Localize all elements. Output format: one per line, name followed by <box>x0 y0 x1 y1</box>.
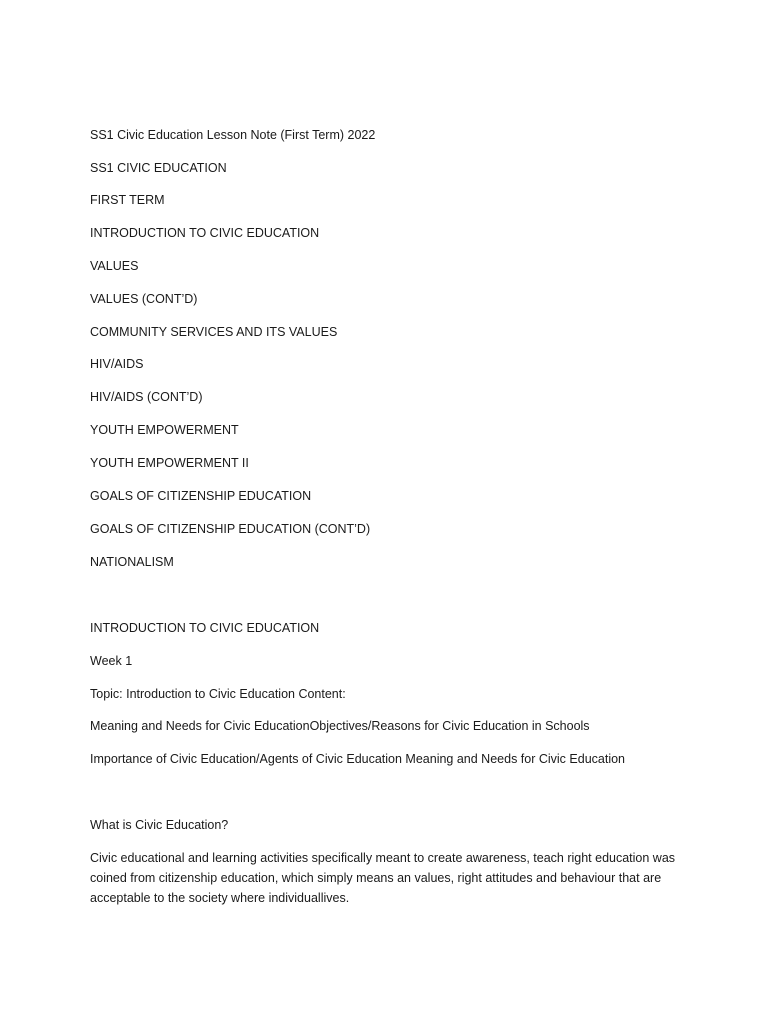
topic-line: Topic: Introduction to Civic Education Content: <box>90 687 346 701</box>
content-line: Importance of Civic Education/Agents of Civic Education Meaning and Needs for Civic Education <box>90 752 626 766</box>
toc-item: COMMUNITY SERVICES AND ITS VALUES <box>90 325 338 339</box>
week-label: Week 1 <box>90 654 133 668</box>
question-heading: What is Civic Education? <box>90 818 229 832</box>
toc-item: GOALS OF CITIZENSHIP EDUCATION <box>90 489 312 503</box>
toc-item: NATIONALISM <box>90 555 174 569</box>
toc-item: GOALS OF CITIZENSHIP EDUCATION (CONT’D) <box>90 522 371 536</box>
document-title: SS1 Civic Education Lesson Note (First Term) 2022 <box>90 128 376 142</box>
toc-item: FIRST TERM <box>90 193 165 207</box>
toc-item: YOUTH EMPOWERMENT <box>90 423 239 437</box>
toc-item: SS1 CIVIC EDUCATION <box>90 161 227 175</box>
section-heading: INTRODUCTION TO CIVIC EDUCATION <box>90 621 320 635</box>
body-paragraph: Civic educational and learning activities specifically meant to create awareness, teach right education was coined from citizenship education, which simply means an values, right attitudes and behaviour that are acceptable to the society where individuallives. <box>90 851 676 905</box>
toc-item: HIV/AIDS (CONT’D) <box>90 390 203 404</box>
toc-item: VALUES <box>90 259 139 273</box>
content-line: Meaning and Needs for Civic EducationObjectives/Reasons for Civic Education in Schools <box>90 719 590 733</box>
toc-item: YOUTH EMPOWERMENT II <box>90 456 249 470</box>
toc-item: HIV/AIDS <box>90 357 144 371</box>
toc-item: INTRODUCTION TO CIVIC EDUCATION <box>90 226 320 240</box>
toc-item: VALUES (CONT’D) <box>90 292 198 306</box>
